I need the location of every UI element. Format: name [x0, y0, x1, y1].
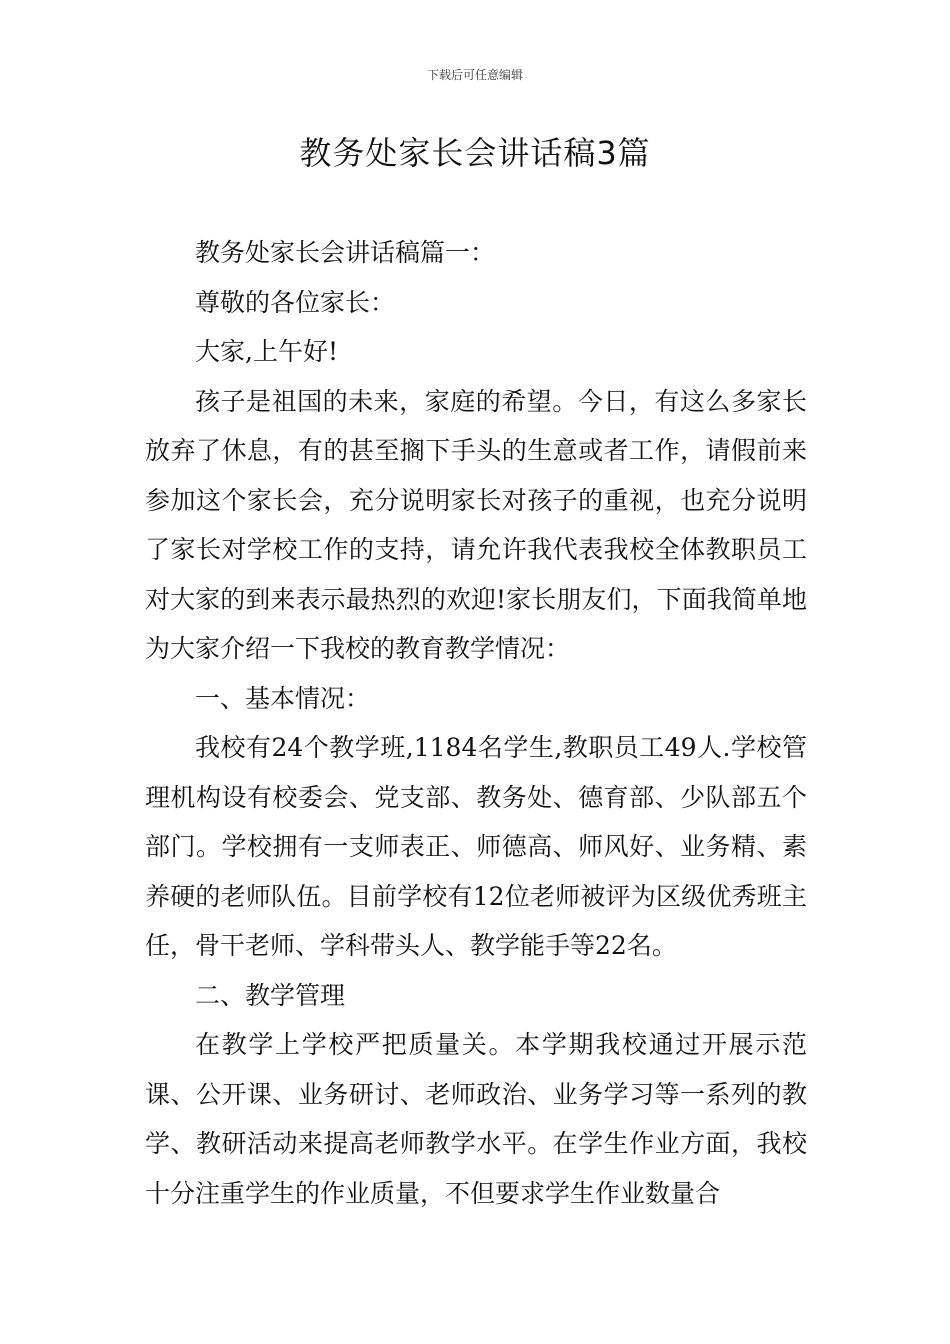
document-title: 教务处家长会讲话稿3篇 [299, 134, 651, 172]
paragraph-intro: 孩子是祖国的未来，家庭的希望。今日，有这么多家长放弃了休息，有的甚至搁下手头的生意或者工作，请假前来参加这个家长会，充分说明家长对孩子的重视，也充分说明了家长对学校工作的支持，请允许我代表我校全体教职员工对大家的到来表示最热烈的欢迎!家长朋友们，下面我简单地为大家介绍一下我校的教育教学情况： [145, 386, 807, 663]
paragraph-heading-teaching: 二、教学管理 [195, 980, 346, 1010]
paragraph-greeting: 大家,上午好! [195, 337, 338, 366]
paragraph-heading-basic: 一、基本情况： [195, 683, 371, 713]
paragraph-salutation: 尊敬的各位家长： [195, 287, 396, 317]
document-body [145, 228, 807, 1218]
header-note: 下载后可任意编辑 [426, 68, 523, 82]
paragraph-section-heading: 教务处家长会讲话稿篇一： [195, 238, 496, 267]
paragraph-teaching: 在教学上学校严把质量关。本学期我校通过开展示范课、公开课、业务研讨、老师政治、业务学习等一系列的教学、教研活动来提高老师教学水平。在学生作业方面，我校十分注重学生的作业质量，不但要求学生作业数量合 [145, 1030, 807, 1208]
paragraph-basic-info: 我校有24个教学班,1184名学生,教职员工49人.学校管理机构设有校委会、党支部、教务处、德育部、少队部五个部门。学校拥有一支师表正、师德高、师风好、业务精、素养硬的老师队伍。目前学校有12位老师被评为区级优秀班主任，骨干老师、学科带头人、教学能手等22名。 [145, 733, 807, 960]
